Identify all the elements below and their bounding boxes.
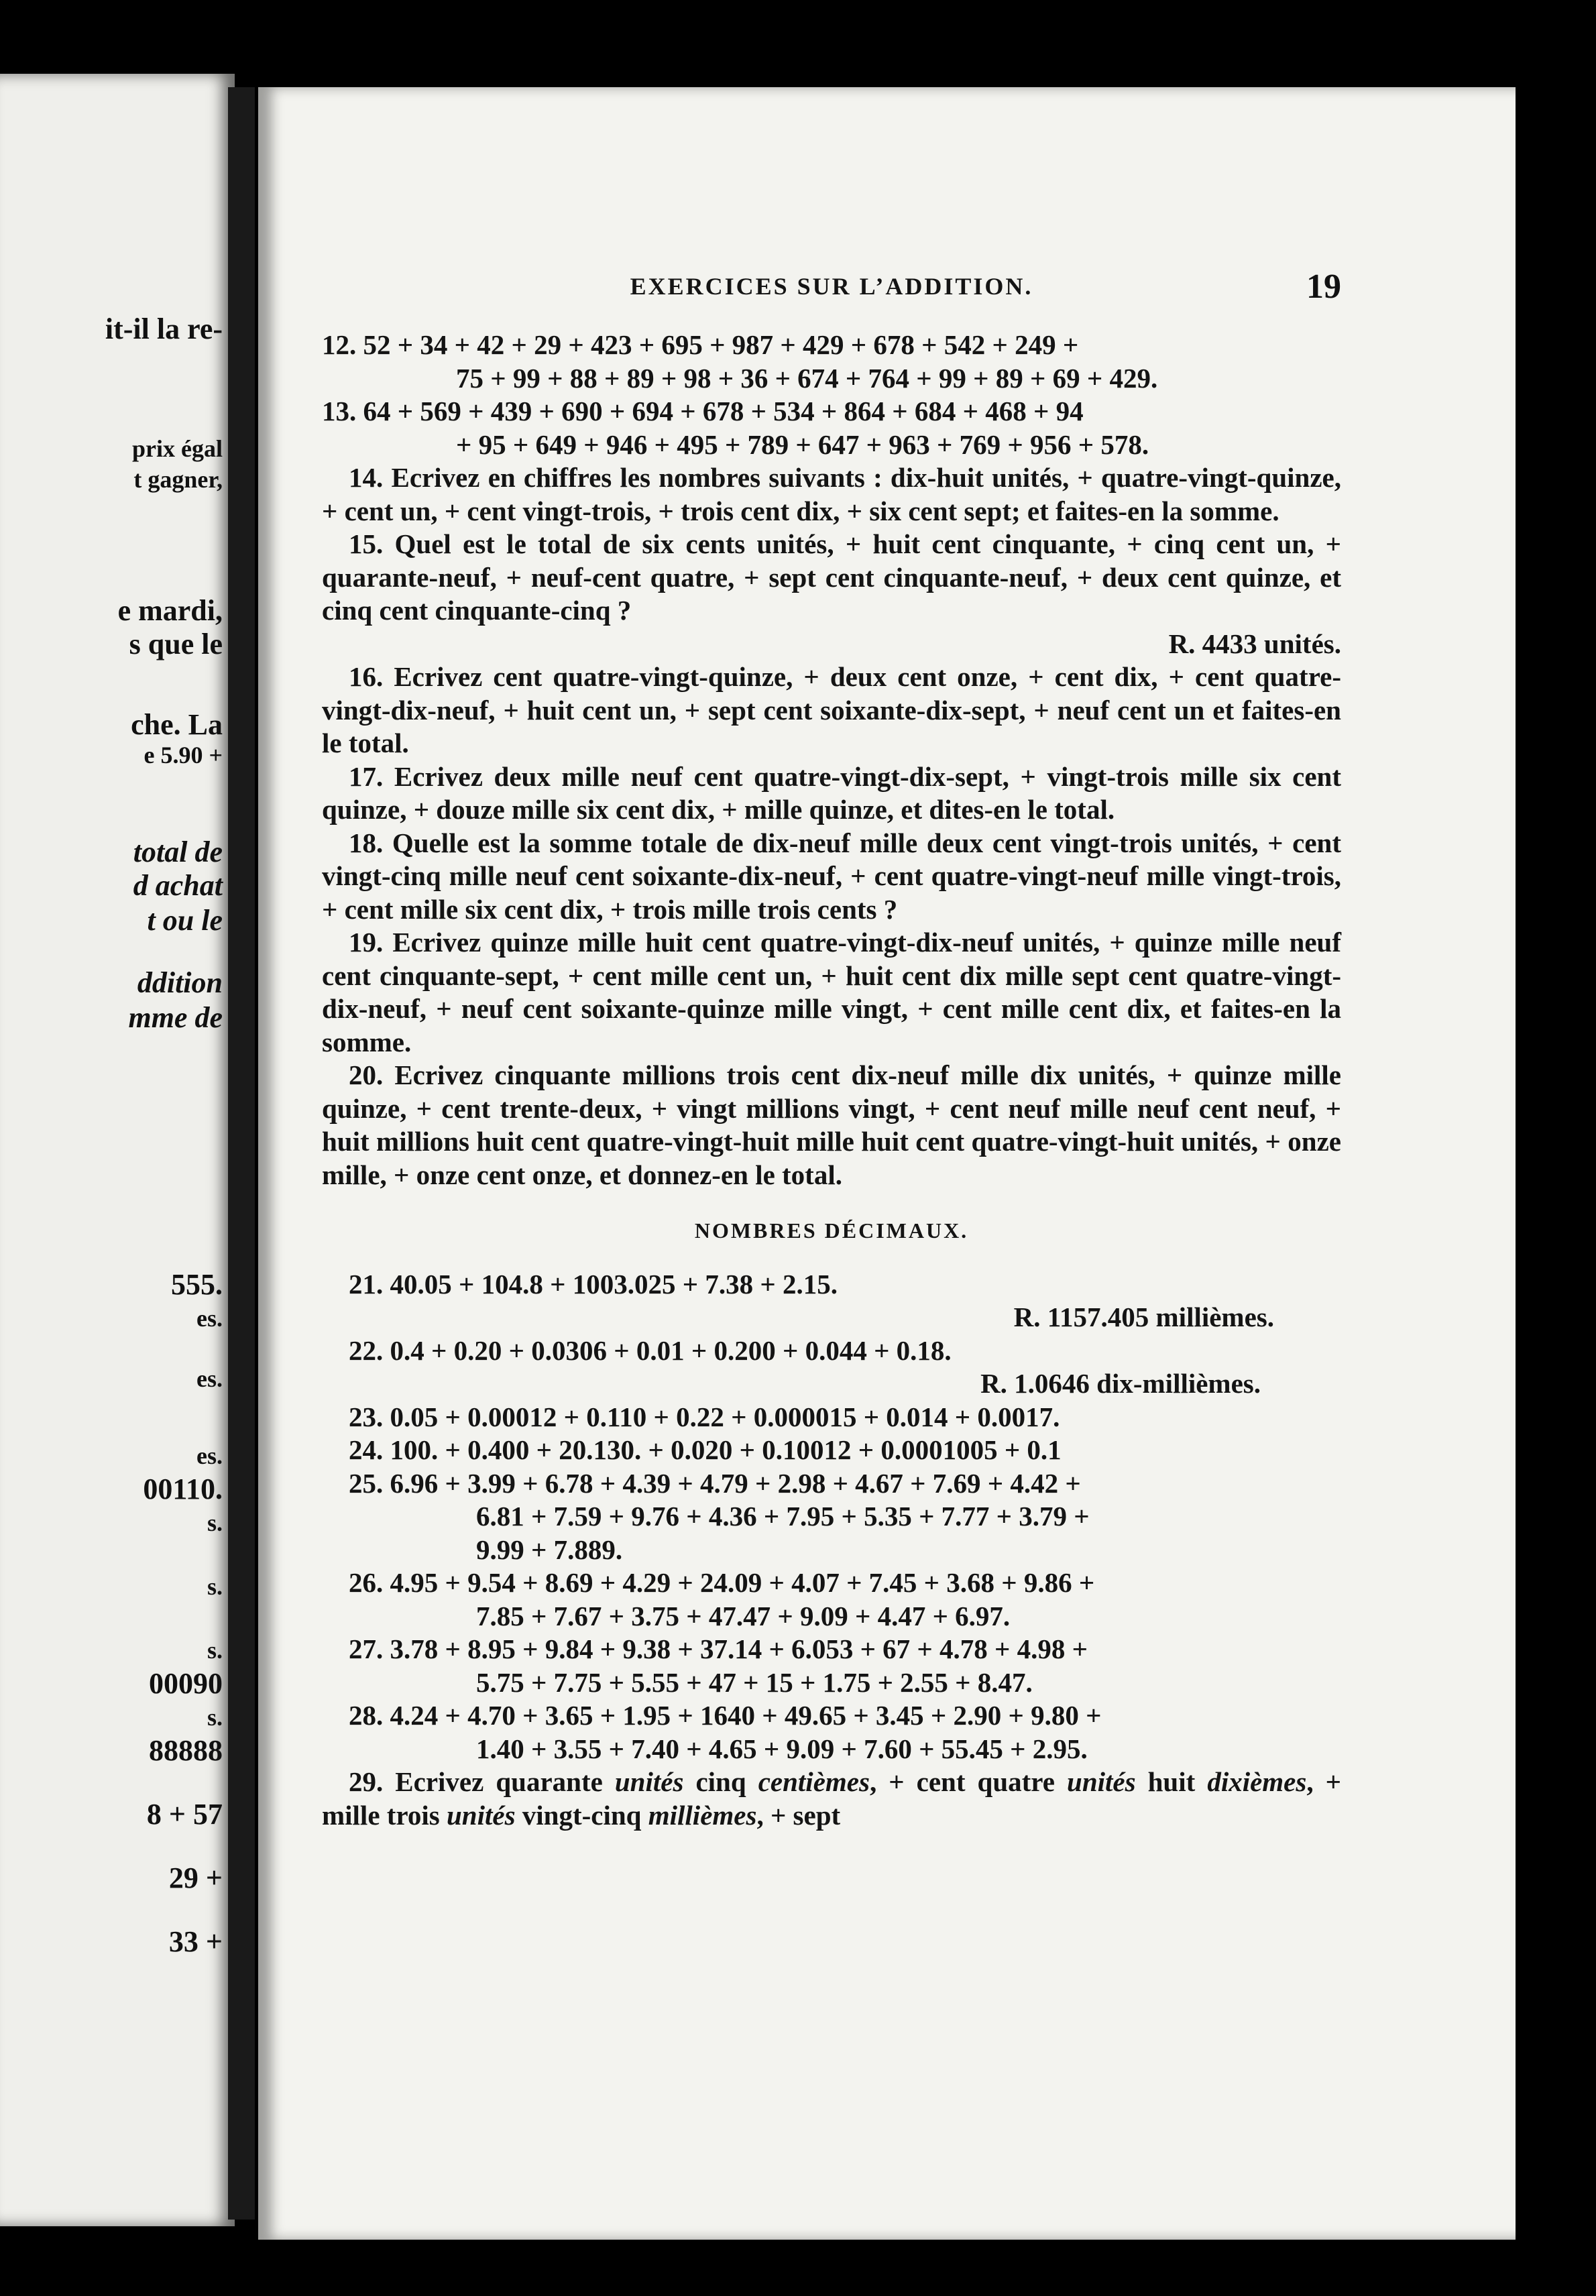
exercise-text: Quelle est la somme totale de dix-neuf mille deux cent vingt-trois unités, + cent vingt-cinq mille neuf cent soixante-dix-neuf, + cent quatre-vingt-neuf mille vingt-trois, + cent mille six cent dix, + trois mille trois cents ? [322, 827, 1341, 925]
running-head: EXERCICES SUR L’ADDITION. [630, 273, 1033, 300]
exercise-text: vingt-cinq [515, 1799, 648, 1831]
exercise-number: 15. [349, 528, 384, 559]
fragment-line: 33 + [168, 1925, 223, 1958]
fragment-line: mme de [128, 1001, 223, 1034]
fragment-line: s. [207, 1573, 223, 1600]
exercise-21 [322, 1268, 1341, 1334]
exercise-text: Ecrivez en chiffres les nombres suivants : dix-huit unités, + quatre-vingt-quinze, + cent un, + cent vingt-trois, + trois cent dix, + six cent sept; et faites-en la somme. [322, 462, 1341, 526]
page-body [322, 329, 1341, 1832]
exercise-number: 25. [349, 1467, 384, 1499]
fragment-line: es. [196, 1365, 223, 1392]
equation-text: 0.4 + 0.20 + 0.0306 + 0.01 + 0.200 + 0.044 + 0.18. [390, 1334, 952, 1366]
answer: R. 1.0646 dix-millièmes. [980, 1368, 1261, 1399]
exercise-24 [322, 1434, 1341, 1467]
fragment-line: e mardi, [117, 594, 223, 627]
equation-text: 52 + 34 + 42 + 29 + 423 + 695 + 987 + 429 + 678 + 542 + 249 + [363, 329, 1079, 360]
exercise-line: 5.75 + 7.75 + 5.55 + 47 + 15 + 1.75 + 2.55 + 8.47. [476, 1666, 1033, 1698]
equation-text: 6.96 + 3.99 + 6.78 + 4.39 + 4.79 + 2.98 + 4.67 + 7.69 + 4.42 + [390, 1467, 1081, 1499]
fragment-line: 88888 [149, 1734, 223, 1767]
fragment-line: 00090 [149, 1667, 223, 1700]
page-19 [258, 87, 1516, 2240]
exercise-text: , + sept [756, 1799, 841, 1831]
fragment-line: t gagner, [133, 466, 223, 493]
exercise-text: Ecrivez quinze mille huit cent quatre-vingt-dix-neuf unités, + quinze mille neuf cent cinquante-sept, + cent mille cent un, + huit cent dix mille sept cent quatre-vingt-dix-neuf, + neuf cent soixante-quinze mille vingt, + cent mille cent dix, et faites-en la somme. [322, 927, 1342, 1057]
exercise-13 [322, 395, 1341, 461]
exercise-22 [322, 1334, 1341, 1401]
exercise-number: 17. [349, 760, 384, 792]
exercise-line: 7.85 + 7.67 + 3.75 + 47.47 + 9.09 + 4.47 + 6.97. [476, 1600, 1011, 1631]
equation-text: 0.05 + 0.00012 + 0.110 + 0.22 + 0.000015 + 0.014 + 0.0017. [390, 1401, 1060, 1432]
exercise-17 [322, 760, 1341, 827]
exercise-line: 75 + 99 + 88 + 89 + 98 + 36 + 674 + 764 + 99 + 89 + 69 + 429. [456, 362, 1158, 394]
exercise-line [322, 395, 1341, 428]
exercise-number: 27. [349, 1633, 384, 1664]
exercise-14 [322, 461, 1341, 528]
exercise-line [322, 329, 1341, 362]
fragment-line: t ou le [147, 904, 223, 937]
exercise-number: 21. [349, 1268, 384, 1300]
exercise-line [322, 1699, 1341, 1733]
fragment-line: ddition [137, 966, 223, 999]
exercise-text: , + mille trois [322, 1766, 1342, 1831]
fragment-line: 555. [171, 1268, 223, 1301]
fragment-line: 29 + [168, 1861, 223, 1894]
exercise-line: 6.81 + 7.59 + 9.76 + 4.36 + 7.95 + 5.35 + 7.77 + 3.79 + [476, 1501, 1090, 1532]
equation-text: 4.95 + 9.54 + 8.69 + 4.29 + 24.09 + 4.07 + 7.45 + 3.68 + 9.86 + [390, 1567, 1095, 1598]
fragment-line: s. [207, 1704, 223, 1731]
equation-text: 64 + 569 + 439 + 690 + 694 + 678 + 534 + 864 + 684 + 468 + 94 [363, 396, 1084, 426]
facing-page-left [0, 74, 235, 2226]
exercise-12 [322, 329, 1341, 395]
exercise-number: 24. [349, 1434, 384, 1465]
exercise-number: 22. [349, 1334, 384, 1366]
fragment-line: e 5.90 + [144, 742, 223, 768]
exercise-text: Ecrivez cent quatre-vingt-quinze, + deux cent onze, + cent dix, + cent quatre-vingt-dix-neuf, + huit cent un, + sept cent soixante-dix-sept, + neuf cent un et faites-en le total. [322, 661, 1341, 758]
answer: R. 4433 unités. [1168, 628, 1341, 659]
exercise-line: + 95 + 649 + 946 + 495 + 789 + 647 + 963 + 769 + 956 + 578. [456, 428, 1149, 460]
equation-text: 100. + 0.400 + 20.130. + 0.020 + 0.10012 + 0.0001005 + 0.1 [390, 1434, 1062, 1465]
exercise-27 [322, 1633, 1341, 1699]
emphasis-word: unités [1067, 1766, 1136, 1797]
exercise-23 [322, 1401, 1341, 1434]
fragment-line: 00110. [143, 1473, 223, 1505]
exercise-line [322, 1467, 1341, 1501]
exercise-20 [322, 1059, 1341, 1192]
exercise-text: cinq [683, 1766, 758, 1797]
exercise-number: 12. [322, 329, 357, 360]
exercise-number: 18. [349, 827, 384, 858]
exercise-16 [322, 661, 1341, 760]
exercise-text: Ecrivez deux mille neuf cent quatre-vingt-dix-sept, + vingt-trois mille six cent quinze, + douze mille six cent dix, + mille quinze, et dites-en le total. [322, 760, 1342, 825]
exercise-number: 19. [349, 927, 384, 958]
emphasis-word: millièmes [648, 1799, 757, 1831]
book-gutter [228, 87, 255, 2220]
fragment-line: es. [196, 1442, 223, 1469]
fragment-line: total de [133, 836, 223, 868]
exercise-line [322, 1566, 1341, 1600]
exercise-line: 9.99 + 7.889. [476, 1534, 623, 1565]
fragment-line: it-il la re- [105, 312, 223, 345]
exercise-number: 23. [349, 1401, 384, 1432]
exercise-number: 13. [322, 396, 357, 426]
exercise-25 [322, 1467, 1341, 1567]
exercise-line: 1.40 + 3.55 + 7.40 + 4.65 + 9.09 + 7.60 + 55.45 + 2.95. [476, 1733, 1088, 1764]
exercise-number: 29. [349, 1766, 384, 1797]
exercise-text: , + cent quatre [869, 1766, 1068, 1797]
emphasis-word: centièmes [758, 1766, 870, 1797]
exercise-28 [322, 1699, 1341, 1766]
exercise-number: 26. [349, 1567, 384, 1598]
equation-text: 3.78 + 8.95 + 9.84 + 9.38 + 37.14 + 6.053 + 67 + 4.78 + 4.98 + [390, 1633, 1088, 1664]
fragment-line: prix égal [132, 435, 223, 462]
page-number: 19 [1306, 268, 1341, 306]
exercise-text: huit [1135, 1766, 1208, 1797]
fragment-line: s. [207, 1509, 223, 1536]
fragment-line: che. La [131, 708, 223, 741]
exercise-15 [322, 528, 1341, 628]
fragment-line: d achat [133, 869, 223, 902]
exercise-text: Ecrivez quarante [395, 1766, 615, 1797]
emphasis-word: unités [614, 1766, 684, 1797]
emphasis-word: dixièmes [1207, 1766, 1307, 1797]
answer: R. 1157.405 millièmes. [1013, 1302, 1274, 1332]
fragment-line: 8 + 57 [146, 1798, 223, 1831]
exercise-text: Quel est le total de six cents unités, + huit cent cinquante, + cinq cent un, + quarante-neuf, + neuf-cent quatre, + sept cent cinquante-neuf, + deux cent quinze, et cinq cent cinquante-cinq ? [322, 528, 1341, 626]
fragment-line: s que le [129, 628, 223, 661]
exercise-number: 20. [349, 1059, 384, 1090]
section-title: NOMBRES DÉCIMAUX. [694, 1218, 969, 1243]
equation-text: 40.05 + 104.8 + 1003.025 + 7.38 + 2.15. [390, 1268, 838, 1300]
exercise-text: Ecrivez cinquante millions trois cent dix-neuf mille dix unités, + quinze mille quinze, + cent trente-deux, + vingt millions vingt, + cent neuf mille neuf cent neuf, + huit millions huit cent quatre-vingt-huit mille huit cent quatre-vingt-huit unités, + onze mille, + onze cent onze, et donnez-en le total. [322, 1059, 1341, 1190]
exercise-29 [322, 1766, 1341, 1832]
exercise-line [322, 1334, 1341, 1368]
exercise-line [322, 1268, 1341, 1302]
equation-text: 4.24 + 4.70 + 3.65 + 1.95 + 1640 + 49.65 + 3.45 + 2.90 + 9.80 + [390, 1700, 1102, 1731]
exercise-number: 16. [349, 661, 384, 692]
exercise-18 [322, 827, 1341, 927]
emphasis-word: unités [446, 1799, 516, 1831]
fragment-line: s. [207, 1637, 223, 1664]
page-header [322, 268, 1341, 312]
exercise-26 [322, 1566, 1341, 1633]
exercise-line [322, 1633, 1341, 1666]
exercise-number: 28. [349, 1700, 384, 1731]
exercise-number: 14. [349, 462, 384, 493]
exercise-19 [322, 926, 1341, 1059]
fragment-line: es. [196, 1305, 223, 1332]
